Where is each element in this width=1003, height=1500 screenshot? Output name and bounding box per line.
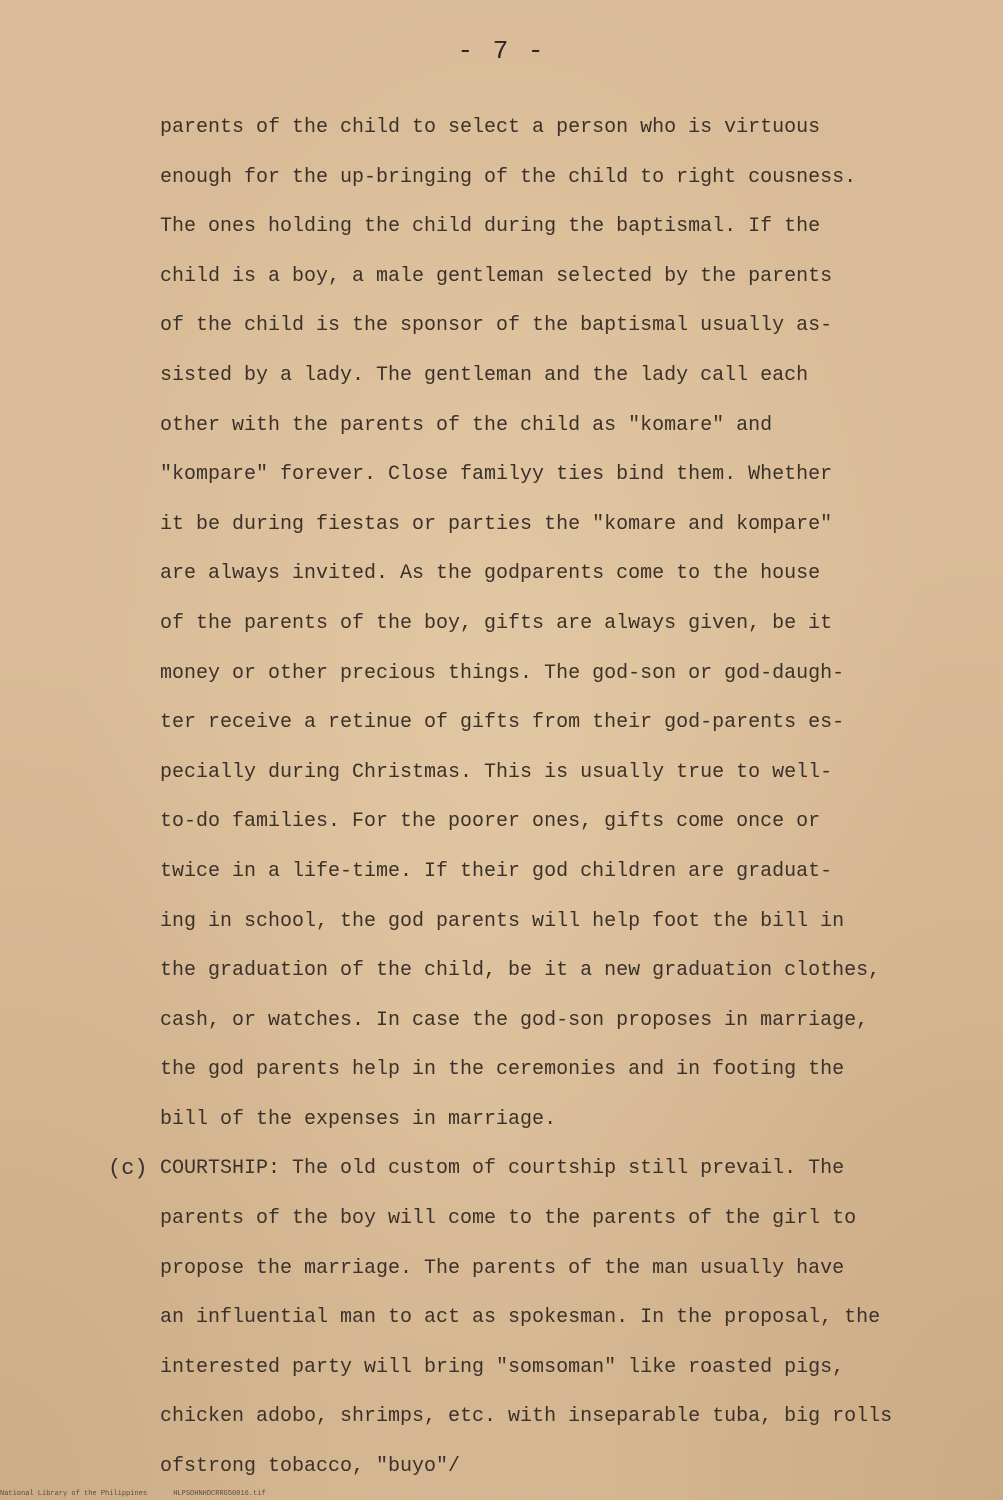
text-line: it be during fiestas or parties the "komare and kompare" bbox=[160, 512, 833, 536]
text-line: are always invited. As the godparents come to the house bbox=[160, 562, 821, 586]
scan-footer bbox=[0, 1490, 1003, 1498]
text-line: other with the parents of the child as "komare" and bbox=[160, 413, 773, 437]
text-line: enough for the up-bringing of the child to right cousness. bbox=[160, 165, 857, 189]
text-line: parents of the child to select a person who is virtuous bbox=[160, 116, 821, 139]
text-line: the god parents help in the ceremonies and in footing the bbox=[160, 1058, 845, 1082]
text-line: sisted by a lady. The gentleman and the lady call each bbox=[160, 363, 809, 387]
text-line: propose the marriage. The parents of the man usually have bbox=[160, 1256, 845, 1280]
text-line: child is a boy, a male gentleman selected by the parents bbox=[160, 264, 833, 288]
section-c-text: COURTSHIP: The old custom of courtship still prevail. The bbox=[160, 1157, 845, 1181]
text-line: to-do families. For the poorer ones, gifts come once or bbox=[160, 810, 821, 834]
footer-code: HLPSOHNHDCRRG50016.tif bbox=[173, 1490, 266, 1498]
text-line: ter receive a retinue of gifts from their god-parents es- bbox=[160, 711, 845, 735]
text-line: bill of the expenses in marriage. bbox=[160, 1107, 557, 1131]
text-line: of the child is the sponsor of the baptismal usually as- bbox=[160, 314, 833, 338]
text-line: of the parents of the boy, gifts are always given, be it bbox=[160, 611, 833, 635]
text-line: pecially during Christmas. This is usually true to well- bbox=[160, 760, 833, 784]
text-line: money or other precious things. The god-son or god-daugh- bbox=[160, 661, 845, 685]
text-line: twice in a life-time. If their god children are graduat- bbox=[160, 859, 833, 883]
text-line: the graduation of the child, be it a new graduation clothes, bbox=[160, 959, 881, 983]
page-number: - 7 - bbox=[457, 36, 546, 66]
text-line: an influential man to act as spokesman. In the proposal, the bbox=[160, 1306, 881, 1330]
text-line: ing in school, the god parents will help foot the bill in bbox=[160, 909, 845, 933]
text-line: chicken adobo, shrimps, etc. with inseparable tuba, big rolls bbox=[160, 1405, 893, 1429]
section-c-label: (c) bbox=[108, 1156, 148, 1182]
section-c-line bbox=[108, 1151, 920, 1201]
text-line: interested party will bring "somsoman" like roasted pigs, bbox=[160, 1355, 845, 1379]
text-line: cash, or watches. In case the god-son proposes in marriage, bbox=[160, 1008, 869, 1032]
text-line: "kompare" forever. Close familyy ties bind them. Whether bbox=[160, 463, 833, 487]
text-line: The ones holding the child during the baptismal. If the bbox=[160, 215, 821, 239]
footer-library: National Library of the Philippines bbox=[0, 1490, 148, 1498]
body-text bbox=[108, 110, 920, 1499]
text-line: ofstrong tobacco, "buyo"/ bbox=[160, 1455, 461, 1479]
text-line: parents of the boy will come to the parents of the girl to bbox=[160, 1207, 857, 1231]
